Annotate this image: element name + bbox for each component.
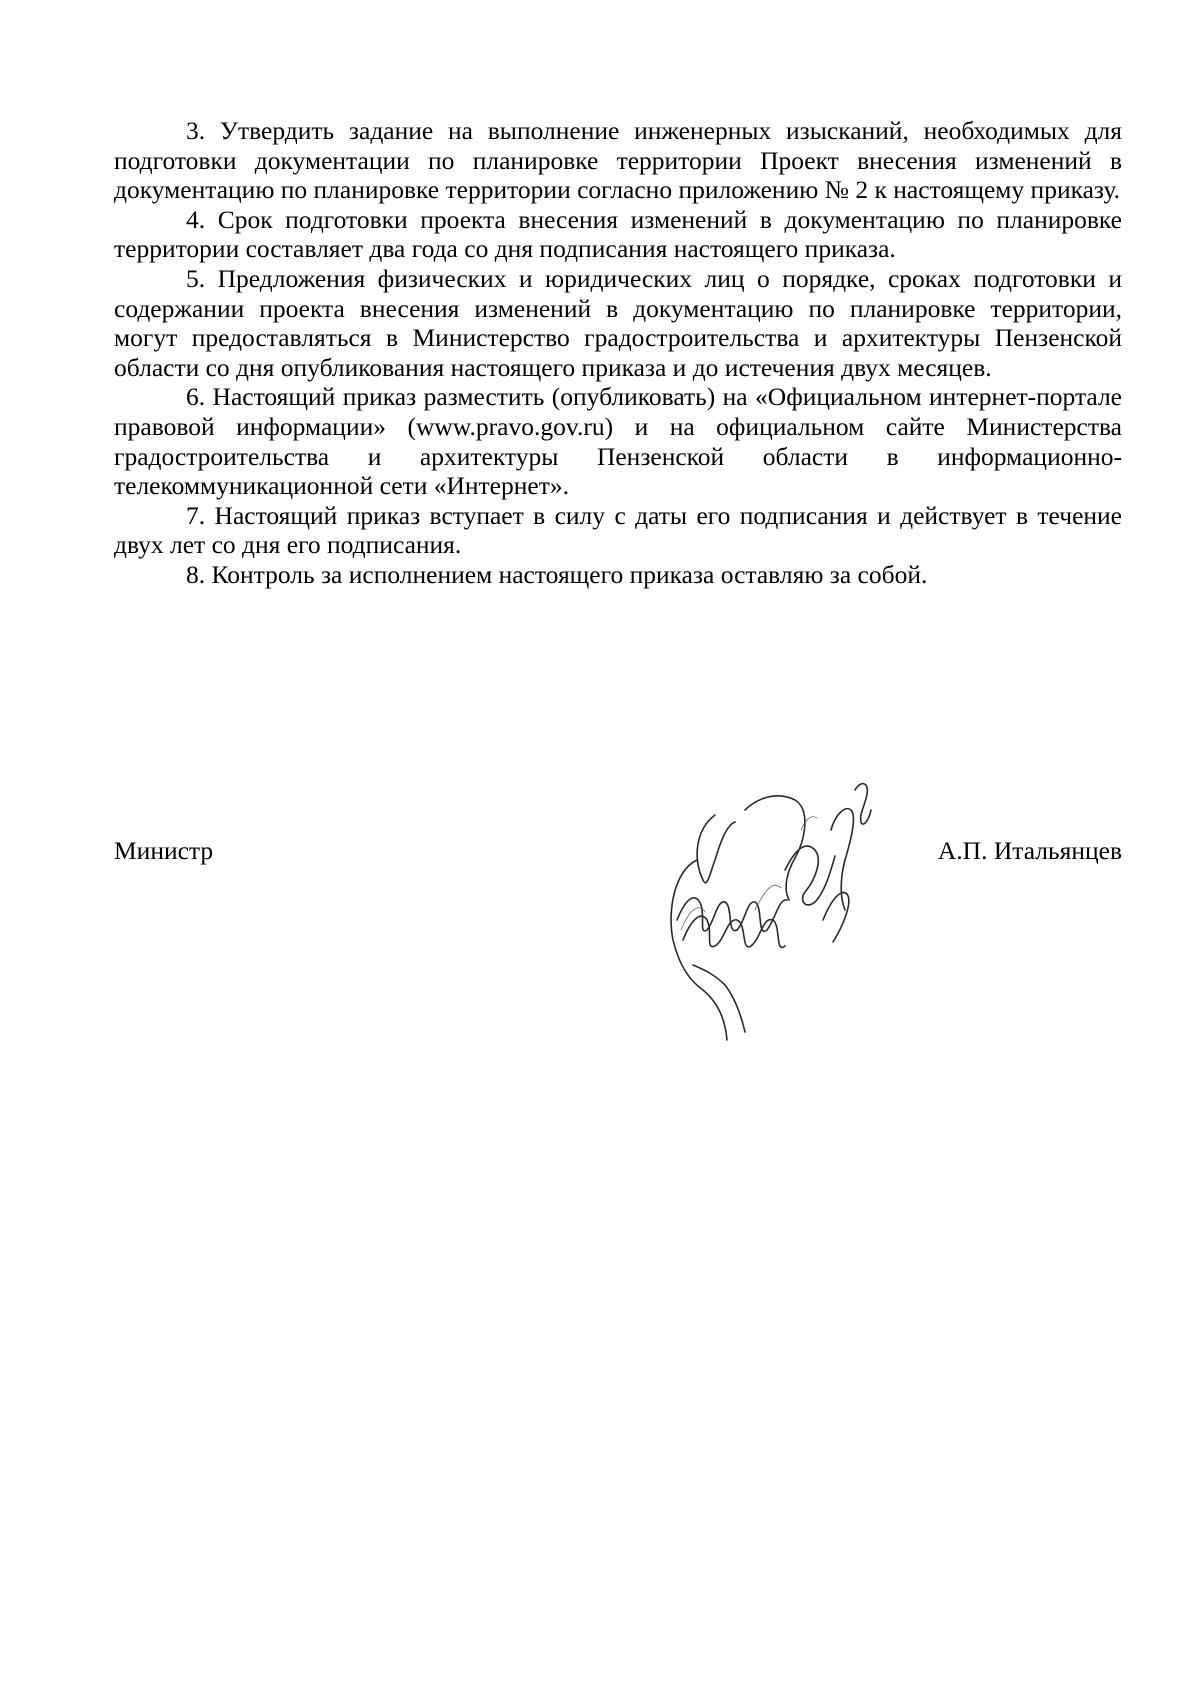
paragraph-4: 4. Срок подготовки проекта внесения изменений в документацию по планировке территории составляет два года со дня подписания настоящего приказа. (114, 204, 1122, 264)
paragraph-7: 7. Настоящий приказ вступает в силу с даты его подписания и действует в течение двух лет со дня его подписания. (114, 500, 1122, 560)
signer-name: А.П. Итальянцев (937, 836, 1122, 865)
handwritten-signature-icon (655, 770, 885, 1050)
signer-title: Министр (114, 836, 214, 865)
paragraph-8: 8. Контроль за исполнением настоящего приказа оставляю за собой. (186, 559, 928, 589)
document-body (114, 116, 1122, 590)
signature-block (114, 836, 1122, 876)
paragraph-6: 6. Настоящий приказ разместить (опубликовать) на «Официальном интернет-портале правовой информации» (www.pravo.gov.ru) и на официальном сайте Министерства градостроительства и архитектуры Пензенской области в информационно-телекоммуникационной сети «Интернет». (114, 382, 1122, 501)
paragraph-5: 5. Предложения физических и юридических лиц о порядке, сроках подготовки и содержании проекта внесения изменений в документацию по планировке территории, могут предоставляться в Министерство градостроительства и архитектуры Пензенской области со дня опубликования настоящего приказа и до истечения двух месяцев. (114, 263, 1122, 382)
paragraph-3: 3. Утвердить задание на выполнение инженерных изысканий, необходимых для подготовки документации по планировке территории Проект внесения изменений в документацию по планировке территории согласно приложению № 2 к настоящему приказу. (114, 116, 1122, 205)
